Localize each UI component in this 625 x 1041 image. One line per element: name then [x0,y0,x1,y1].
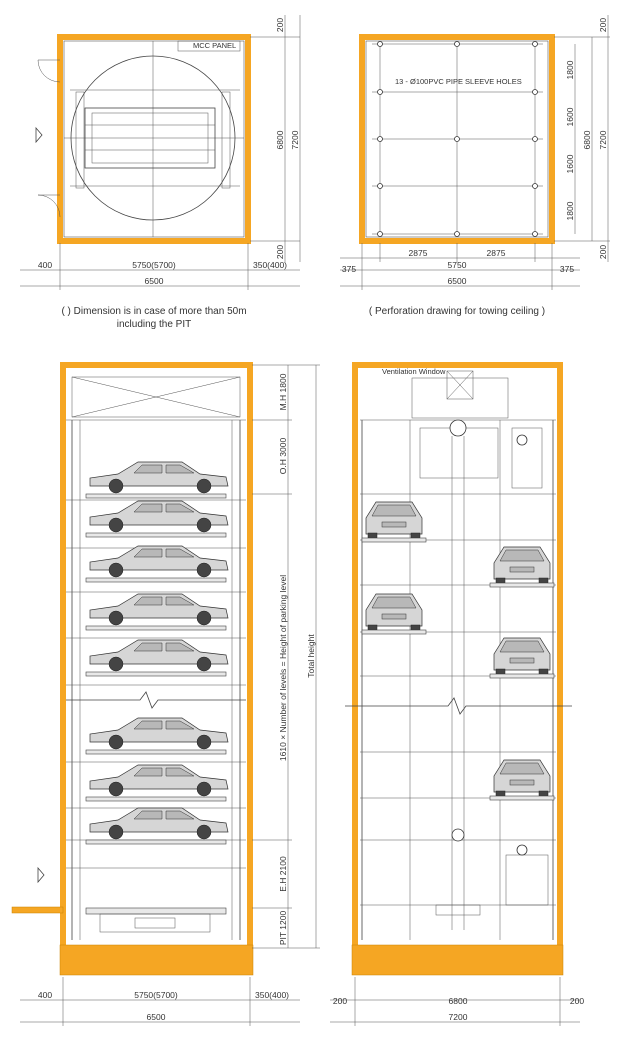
car-side-view [90,501,228,532]
break-mark [66,692,246,708]
front-dim-4: 6500 [146,1012,166,1022]
car-front-view [490,547,554,587]
level-mh: M.H 1800 [278,373,288,411]
ceiling-dim-inner-3: 1600 [565,154,575,174]
car-side-view [90,808,228,839]
level-oh: O.H 3000 [278,437,288,475]
front-dim-1: 400 [37,990,53,1000]
ceiling-caption: ( Perforation drawing for towing ceiling ) [368,306,546,317]
front-section [12,362,320,1026]
ceiling-dim-outer-1: 200 [598,17,608,33]
front-dim-3: 350(400) [254,990,290,1000]
ceiling-dim-outer-4: 200 [598,244,608,260]
ceiling-dim-inner-1: 1800 [565,60,575,80]
level-parking: 1610 × Number of levels = Height of parking level [278,574,288,762]
entry-floor [12,907,63,913]
door-icon [38,60,60,82]
dim-right-1: 200 [275,17,285,33]
ceiling-dim-b-3: 375 [559,264,575,274]
front-cars [90,462,228,839]
floor-plan [20,15,300,330]
ceiling-dim-b-4: 6500 [447,276,467,286]
holes-label: 13 - Ø100PVC PIPE SLEEVE HOLES [395,77,522,86]
ceiling-dim-b-2: 5750 [447,260,467,270]
car-side-view [90,594,228,625]
front-pit-slab [60,945,253,975]
side-section [330,362,584,1026]
car-side-view [90,718,228,749]
level-eh: E.H 2100 [278,856,288,892]
break-mark [345,698,572,714]
ceiling-dim-inner-4: 1800 [565,201,575,221]
car-side-view [90,462,228,493]
ceiling-plan [340,15,610,317]
floor-plan-caption-2: including the PIT [116,319,192,330]
car-side-view [90,640,228,671]
floor-plan-wall [60,37,248,241]
ceiling-dim-outer-2: 6800 [582,130,592,150]
side-dim-2: 6800 [448,996,468,1006]
ceiling-dim-b-inner-1: 2875 [408,248,428,258]
front-dim-2: 5750(5700) [134,990,178,1000]
ceiling-dim-inner-2: 1600 [565,107,575,127]
dim-bottom-3: 350(400) [252,260,288,270]
level-pit: PIT 1200 [278,910,288,946]
car-front-view [362,502,426,542]
ceiling-dim-b-1: 375 [341,264,357,274]
car-side-view [90,546,228,577]
dim-right-2: 6800 [275,130,285,150]
dim-bottom-2: 5750(5700) [132,260,176,270]
side-pit-slab [352,945,563,975]
dim-bottom-1: 400 [37,260,53,270]
car-front-view [490,760,554,800]
dim-right-3: 7200 [290,130,300,150]
entry-arrow-icon [36,128,42,142]
door-icon [38,195,60,217]
car-side-view [90,765,228,796]
ceiling-dim-outer-3: 7200 [598,130,608,150]
side-dim-4: 7200 [448,1012,468,1022]
side-dim-1: 200 [332,996,348,1006]
vent-label: Ventilation Window [382,367,446,376]
entry-arrow-icon [38,868,44,882]
dim-right-4: 200 [275,244,285,260]
mcc-panel-label: MCC PANEL [193,41,237,50]
car-front-view [362,594,426,634]
total-height: Total height [306,634,316,678]
dim-bottom-4: 6500 [144,276,164,286]
side-cars [362,502,554,800]
side-dim-3: 200 [569,996,585,1006]
car-front-view [490,638,554,678]
ceiling-dim-b-inner-2: 2875 [486,248,506,258]
floor-plan-caption-1: ( ) Dimension is in case of more than 50m [61,306,247,317]
